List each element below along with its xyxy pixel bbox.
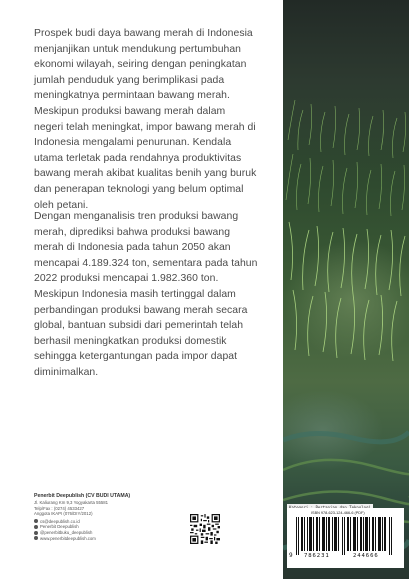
- globe-icon: [34, 536, 38, 540]
- contact-email-text: cs@deepublish.co.id: [40, 518, 80, 524]
- barcode-prefix: 9: [289, 552, 293, 559]
- onion-seedling-photo: [283, 0, 409, 579]
- barcode-digits-left: 786231: [304, 553, 330, 559]
- barcode-digits-right: 244666: [353, 553, 379, 559]
- barcode-icon: [296, 517, 394, 555]
- isbn-label: ISBN 978-623-124-466-6 (PDF): [311, 511, 365, 515]
- instagram-icon: [34, 531, 38, 535]
- publisher-member: Anggota IKAPI (076/DIY/2012): [34, 511, 93, 517]
- contact-facebook-text: Penerbit Deepublish: [40, 524, 79, 530]
- publisher-contacts: [34, 519, 214, 541]
- contact-instagram-text: @penerbitbuku_deepublish: [40, 529, 93, 535]
- publisher-address: Jl. Kaliurang Km 9,3 Yogyakarta 55581: [34, 500, 109, 506]
- contact-website-text: www.penerbitdeepublish.com: [40, 535, 96, 541]
- email-icon: [34, 519, 38, 523]
- publisher-info: [34, 494, 214, 541]
- facebook-icon: [34, 525, 38, 529]
- seedling-illustration: [283, 0, 409, 579]
- isbn-barcode: [287, 508, 404, 568]
- publisher-phone: Telp/Fax : (0274) 4533427: [34, 505, 85, 511]
- synopsis-paragraph-2: Dengan menganalisis tren produksi bawang merah, diprediksi bahwa produksi bawang merah di Indonesia pada tahun 2050 akan mencapai 4.189.324 ton, sementara pada tahun 2022 produksi mencapai 1.982.360 ton. Meskipun Indonesia masih tertinggal dalam perbandingan produksi bawang merah secara global, bantuan subsidi dari pemerintah telah berhasil meningkatkan produksi domestik sehingga ketergantungan pada impor dapat diminimalkan.: [34, 211, 258, 378]
- publisher-name: Penerbit Deepublish (CV BUDI UTAMA): [34, 493, 131, 499]
- contact-website: [34, 535, 214, 541]
- synopsis-paragraph-1: Prospek budi daya bawang merah di Indonesia menjanjikan untuk mendukung pertumbuhan ekonomi wilayah, seiring dengan peningkatan jumlah penduduk yang berimplikasi pada meningkatnya permintaan bawang merah. Meskipun produksi bawang merah dalam negeri telah meningkat, impor bawang merah di Indonesia mengalami penurunan. Kendala utama terletak pada rendahnya produktivitas bawang merah akibat kualitas benih yang buruk dan penerapan teknologi yang belum optimal oleh petani.: [34, 28, 257, 211]
- qr-code-icon: [190, 514, 220, 544]
